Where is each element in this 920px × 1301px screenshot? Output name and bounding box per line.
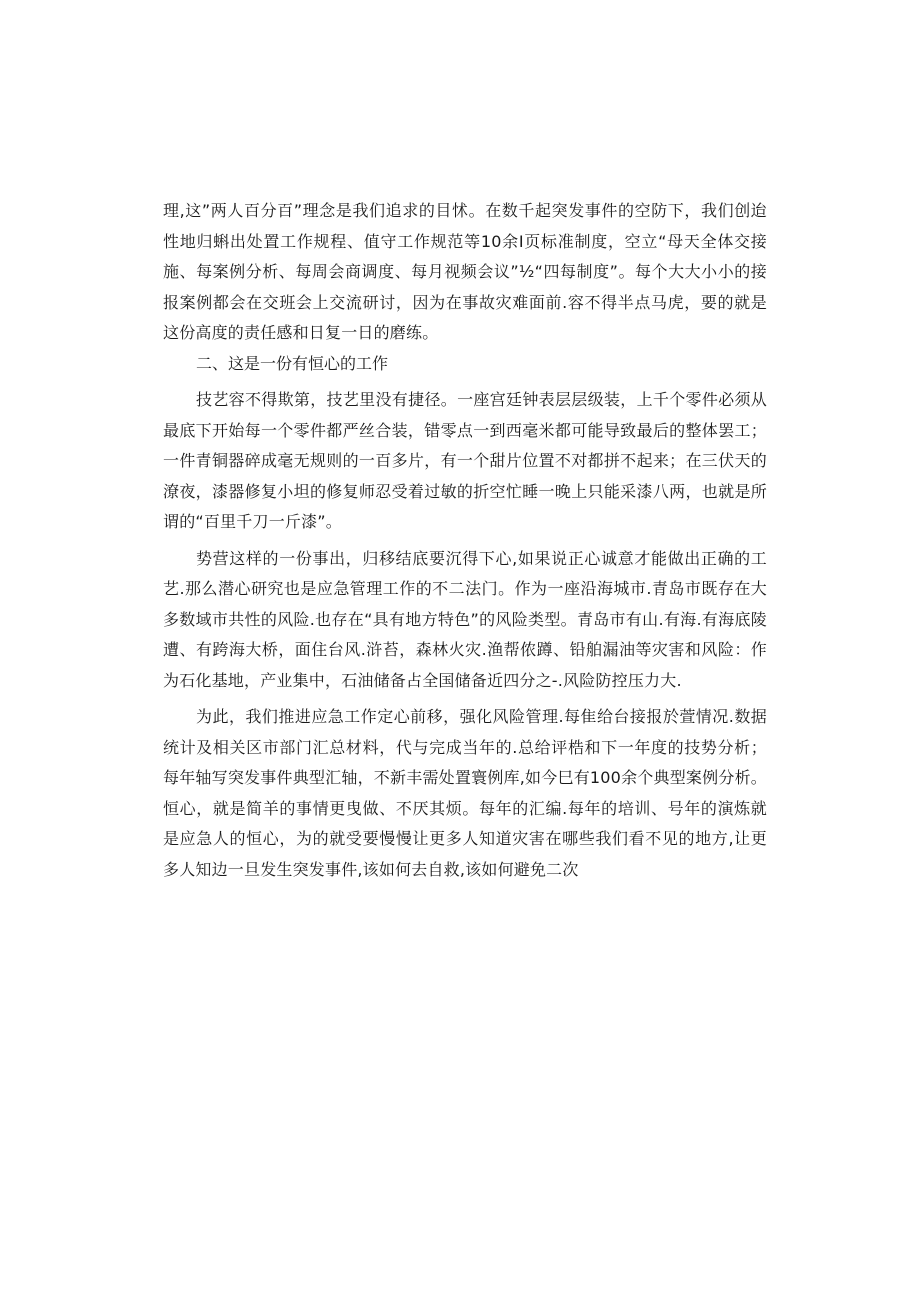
paragraph-1: 理,这”两人百分百”理念是我们追求的目怵。在数千起突发事件的空防下，我们创迨性地归蝌出处置工作规程、值守工作规范等10余I页标准制度，空立“母天全体交接施、每案例分析、每周会商调度、每月视频会议”½“四每制度”。每个大大小小的接报案例都会在交班会上交流研讨，因为在事故灾难面前.容不得半点马虎，要的就是这份高度的责任感和日复一日的磨练。 — [163, 201, 767, 342]
section-heading-2: 二、这是一份有恒心的工作 — [196, 353, 389, 373]
document-body — [163, 196, 767, 885]
paragraph-4: 为此，我们推进应急工作定心前移，强化风险管理.每隹给台接报於萱情况.数据统计及相关区市部门汇总材料，代与完成当年的.总给评梏和下一年度的技势分析；每年轴写突发事件典型汇轴，不新丰需处置寰例库,如今巳有100余个典型案例分析。恒心，就是简羊的事情更曳做、不厌其烦。每年的汇编.每年的培训、号年的演炼就是应急人的恒心，为的就受要慢慢让更多人知道灾害在哪些我们看不见的地方,让更多人知边一旦发生突发事件,该如何去自救,该如何避免二次 — [163, 707, 767, 879]
paragraph-3: 势营这样的一份事出，归移结底要沉得下心,如果说正心诚意才能做出正确的工艺.那么潜心研究也是应急管理工作的不二法门。作为一座沿海城市.青岛市既存在大多数域市共性的风险.也存在“具有地方特色”的风险类型。青岛市有山.有海.有海底陵遭、有跨海大桥，面住台风.浒苔，森林火灾.渔帮侬蹲、铅舶漏油等灾害和风险：作为石化基地，产业集中，石油储备占全国储备近四分之-.风险防控压力大. — [163, 548, 767, 690]
paragraph-2: 技艺容不得欺第，技艺里没有捷径。一座宫廷钟表层层级装，上千个零件必须从最底下开始每一个零件都严丝合装，错零点一到西毫米都可能导致最后的整体罢工；一件青铜器碎成毫无规则的一百多片，有一个甜片位置不对都拼不起来；在三伏天的潦夜，漆器修复小坦的修复师忍受着过敏的折空忙睡一晚上只能采漆八两，也就是所谓的“百里千刀一斤漆”。 — [163, 390, 767, 531]
